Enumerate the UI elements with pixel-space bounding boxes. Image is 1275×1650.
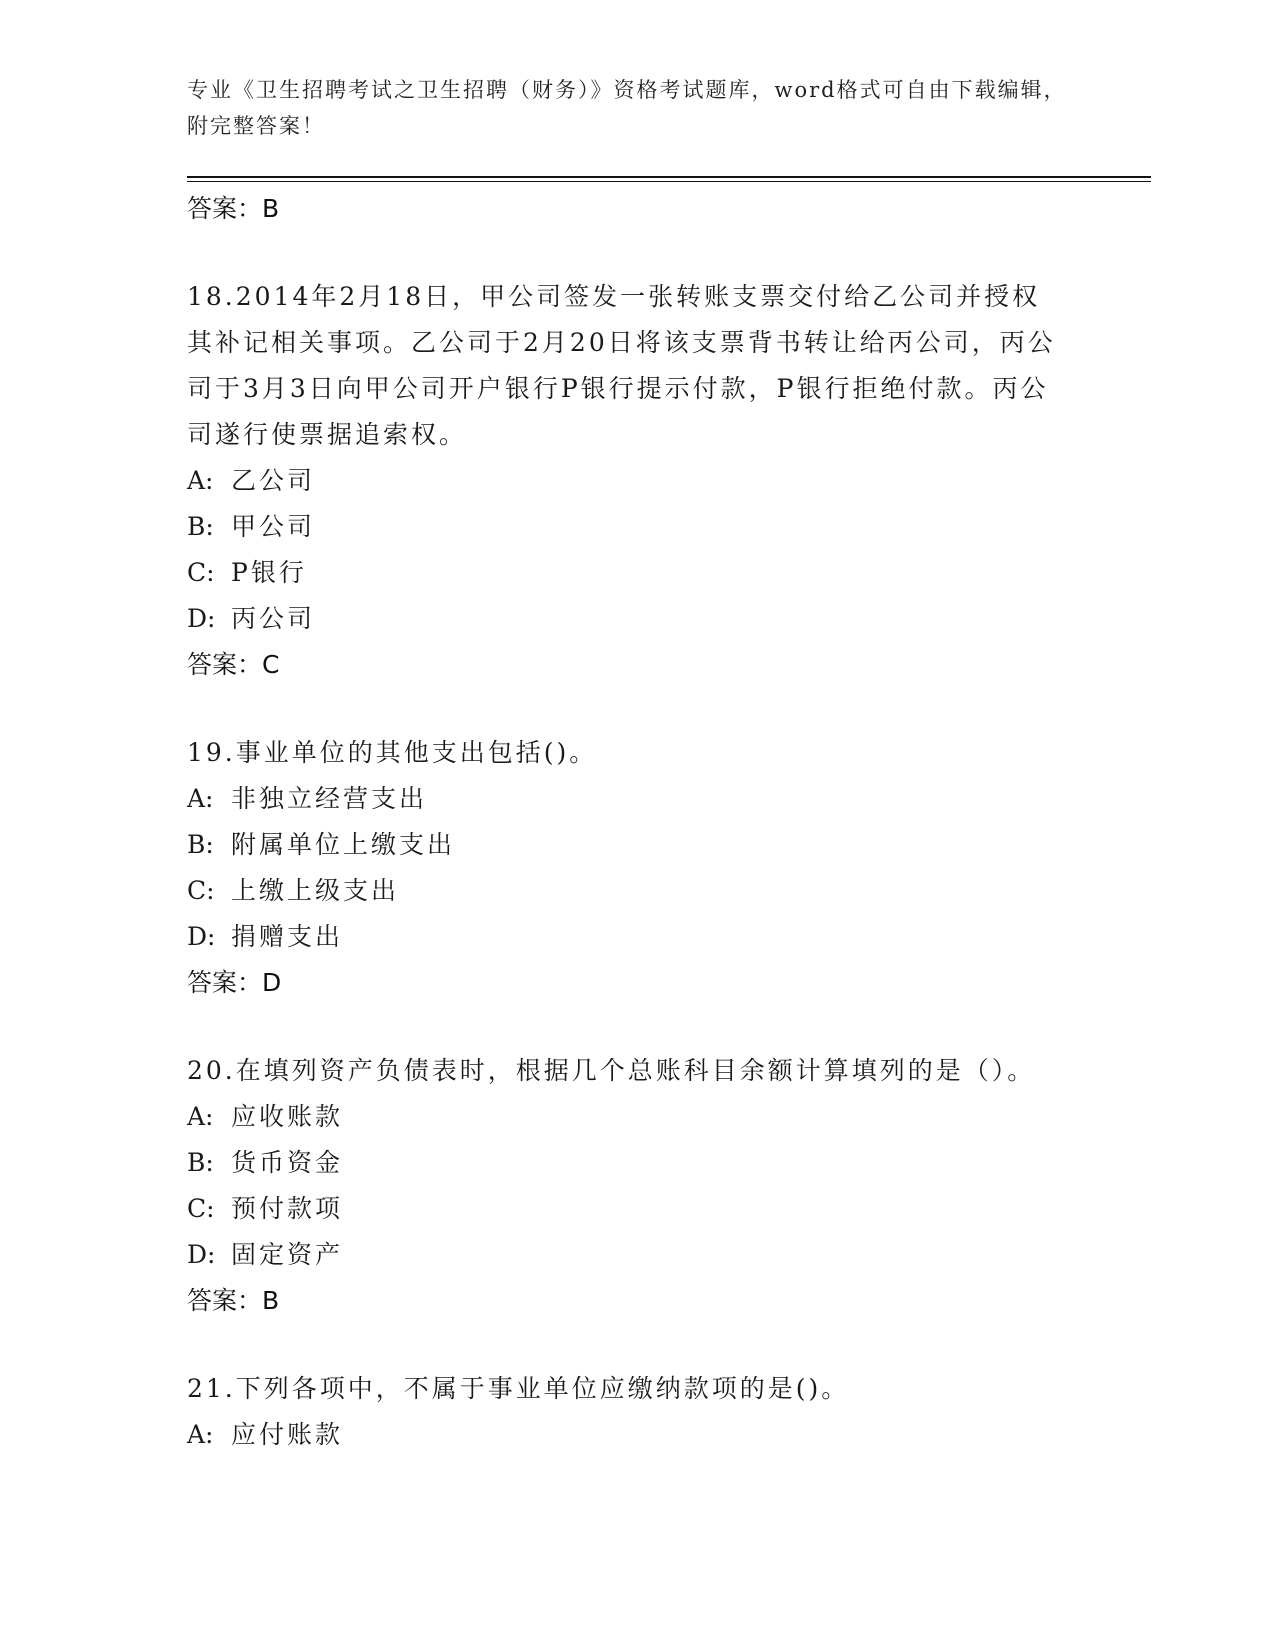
- option-letter: C:: [187, 1194, 215, 1223]
- question-21-option-a: [187, 1412, 1067, 1458]
- question-20-text: 20.在填列资产负债表时，根据几个总账科目余额计算填列的是（）。: [187, 1056, 1036, 1085]
- question-19-option-c: [187, 868, 1067, 914]
- option-text: 丙公司: [231, 604, 316, 633]
- option-text: 应付账款: [231, 1420, 344, 1449]
- question-18-option-d: [187, 596, 1067, 642]
- question-20-option-a: [187, 1094, 1067, 1140]
- question-19-option-b: [187, 822, 1067, 868]
- question-18-answer: 答案：C: [187, 650, 280, 679]
- question-21-text: 21.下列各项中，不属于事业单位应缴纳款项的是()。: [187, 1374, 850, 1403]
- question-18-option-c: [187, 550, 1067, 596]
- option-letter: A:: [187, 1102, 214, 1131]
- question-20-option-d: [187, 1232, 1067, 1278]
- option-letter: B:: [187, 1148, 214, 1177]
- question-20-option-b: [187, 1140, 1067, 1186]
- option-letter: A:: [187, 784, 214, 813]
- option-letter: A:: [187, 466, 214, 495]
- option-text: 应收账款: [231, 1102, 344, 1131]
- option-text: 附属单位上缴支出: [231, 830, 456, 859]
- option-text: 非独立经营支出: [231, 784, 428, 813]
- option-letter: B:: [187, 830, 214, 859]
- answer-line: 答案：B: [187, 194, 280, 223]
- question-19-option-d: [187, 914, 1067, 960]
- option-text: 预付款项: [231, 1194, 344, 1223]
- question-20-answer: 答案：B: [187, 1286, 280, 1315]
- header-divider-thin: [187, 181, 1151, 182]
- question-18-text: 18.2014年2月18日，甲公司签发一张转账支票交付给乙公司并授权其补记相关事项。乙公司于2月20日将该支票背书转让给丙公司，丙公司于3月3日向甲公司开户银行P银行提示付款，P银行拒绝付款。丙公司遂行使票据追索权。: [187, 282, 1056, 449]
- question-19-option-a: [187, 776, 1067, 822]
- option-text: 甲公司: [231, 512, 316, 541]
- question-19-answer: 答案：D: [187, 968, 282, 997]
- option-letter: D:: [187, 1240, 216, 1269]
- option-letter: D:: [187, 922, 216, 951]
- option-letter: C:: [187, 876, 215, 905]
- option-letter: A:: [187, 1420, 214, 1449]
- option-text: 乙公司: [231, 466, 316, 495]
- option-text: 固定资产: [231, 1240, 344, 1269]
- option-letter: D:: [187, 604, 216, 633]
- option-text: 捐赠支出: [231, 922, 344, 951]
- header-divider: [187, 176, 1151, 178]
- option-text: P银行: [231, 558, 307, 587]
- question-20-option-c: [187, 1186, 1067, 1232]
- question-18-option-a: [187, 458, 1067, 504]
- question-18-option-b: [187, 504, 1067, 550]
- option-letter: B:: [187, 512, 214, 541]
- option-text: 上缴上级支出: [231, 876, 400, 905]
- option-text: 货币资金: [231, 1148, 344, 1177]
- question-19-text: 19.事业单位的其他支出包括()。: [187, 738, 598, 767]
- question-list: [187, 186, 1067, 1458]
- page-header: 专业《卫生招聘考试之卫生招聘（财务）》资格考试题库，word格式可自由下载编辑，附完整答案！: [187, 78, 1067, 138]
- option-letter: C:: [187, 558, 215, 587]
